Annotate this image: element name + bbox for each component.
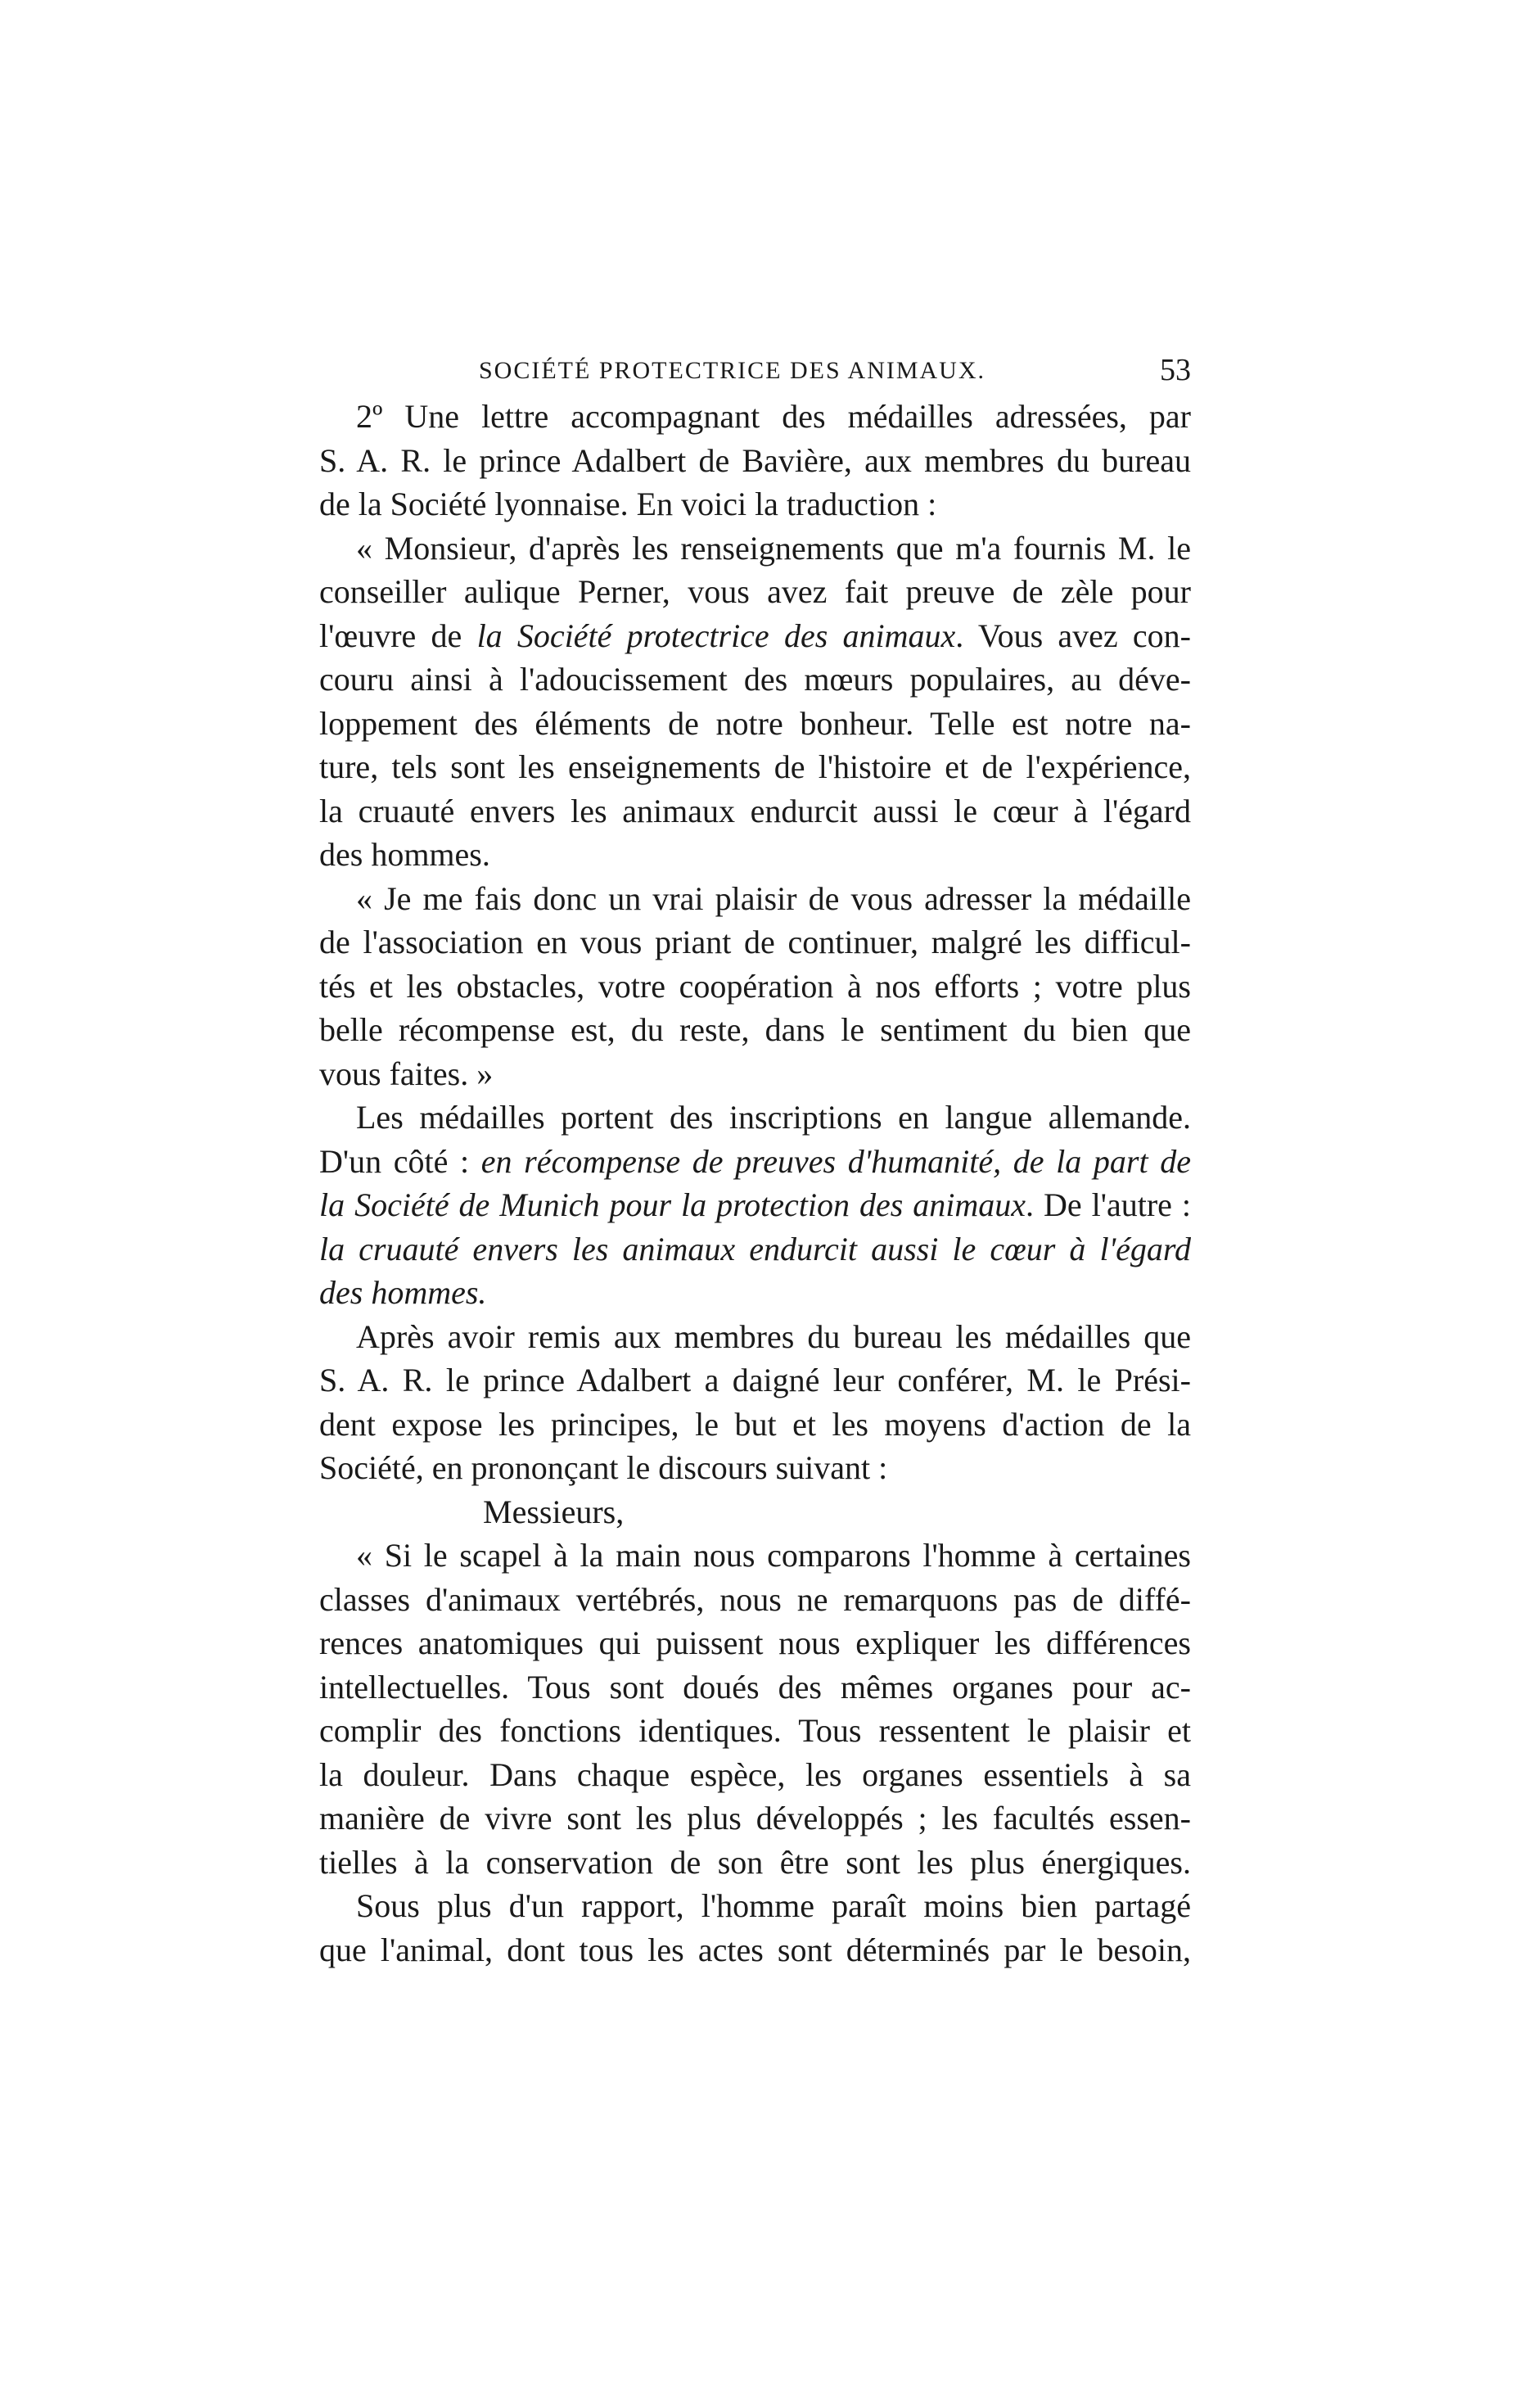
text-line: S. A. R. le prince Adalbert de Bavière, aux membres du bureau	[319, 441, 1191, 479]
text-run: . De l'autre :	[1026, 1186, 1191, 1223]
salutation: Messieurs,	[483, 1493, 625, 1530]
text-line: de la Société lyonnaise. En voici la traduction :	[319, 486, 937, 522]
text-line: la douleur. Dans chaque espèce, les organes essentiels à sa	[319, 1755, 1191, 1793]
paragraph-president	[319, 1315, 1191, 1490]
text-line: ture, tels sont les enseignements de l'histoire et de l'expérience,	[319, 748, 1191, 785]
text-line: Après avoir remis aux membres du bureau les médailles que	[356, 1317, 1191, 1355]
italic-text: en récompense de preuves d'humanité, de la part de	[480, 1142, 1191, 1180]
paragraph-letter-body	[319, 526, 1191, 877]
text-line: classes d'animaux vertébrés, nous ne remarquons pas de diffé-	[319, 1580, 1191, 1618]
text-line: des hommes.	[319, 836, 490, 873]
text-line	[319, 614, 1191, 658]
italic-text: la Société protectrice des animaux	[476, 617, 956, 654]
text-line: « Si le scapel à la main nous comparons l'homme à certaines	[356, 1537, 1191, 1574]
text-line: que l'animal, dont tous les actes sont déterminés par le besoin,	[319, 1931, 1191, 1968]
text-line: loppement des éléments de notre bonheur. Telle est notre na-	[319, 704, 1191, 742]
text-line: la cruauté envers les animaux endurcit aussi le cœur à l'égard	[319, 792, 1191, 829]
running-title: SOCIÉTÉ PROTECTRICE DES ANIMAUX.	[479, 357, 986, 384]
text-line: couru ainsi à l'adoucissement des mœurs populaires, au déve-	[319, 661, 1191, 698]
text-line: Les médailles portent des inscriptions en langue allemande.	[356, 1099, 1191, 1136]
paragraph-letter-medal	[319, 877, 1191, 1096]
text-line	[319, 1140, 1191, 1184]
text-line: intellectuelles. Tous sont doués des mêmes organes pour ac-	[319, 1668, 1191, 1705]
text-line: complir des fonctions identiques. Tous ressentent le plaisir et	[319, 1712, 1191, 1749]
paragraph-letter-intro	[319, 395, 1191, 526]
book-page	[319, 352, 1191, 1972]
text-line: manière de vivre sont les plus développés ; les facultés essen-	[319, 1800, 1191, 1836]
page-number: 53	[1160, 353, 1191, 387]
text-line: de l'association en vous priant de continuer, malgré les difficul-	[319, 924, 1191, 960]
text-line: tielles à la conservation de son être sont les plus énergiques.	[319, 1843, 1191, 1881]
text-line: conseiller aulique Perner, vous avez fait preuve de zèle pour	[319, 573, 1191, 610]
text-line: la cruauté envers les animaux endurcit aussi le cœur à l'égard	[319, 1230, 1191, 1267]
text-line	[319, 1183, 1191, 1227]
text-line: des hommes.	[319, 1274, 487, 1311]
text-line: « Monsieur, d'après les renseignements que m'a fournis M. le	[356, 529, 1191, 567]
text-run: l'œuvre de	[319, 617, 477, 654]
text-run: D'un côté :	[319, 1142, 481, 1180]
text-line: rences anatomiques qui puissent nous expliquer les différences	[319, 1624, 1191, 1661]
paragraph-inscriptions	[319, 1096, 1191, 1315]
text-line: vous faites. »	[319, 1055, 494, 1092]
text-run: . Vous avez con-	[955, 617, 1191, 654]
paragraph-comparison	[319, 1884, 1191, 1972]
text-line: tés et les obstacles, votre coopération à nos efforts ; votre plus	[319, 967, 1191, 1005]
text-line: dent expose les principes, le but et les moyens d'action de la	[319, 1405, 1191, 1443]
page-header	[319, 352, 1191, 395]
italic-text: la Société de Munich pour la protection des animaux	[319, 1186, 1026, 1223]
text-line: Société, en prononçant le discours suivant :	[319, 1449, 888, 1486]
text-line: « Je me fais donc un vrai plaisir de vous adresser la médaille	[356, 879, 1191, 917]
text-line: S. A. R. le prince Adalbert a daigné leur conférer, M. le Prési-	[319, 1362, 1191, 1398]
text-line: Sous plus d'un rapport, l'homme paraît moins bien partagé	[356, 1887, 1191, 1924]
text-line: belle récompense est, du reste, dans le sentiment du bien que	[319, 1011, 1191, 1048]
paragraph-speech	[319, 1534, 1191, 1884]
text-line: 2º Une lettre accompagnant des médailles adressées, par	[356, 398, 1191, 435]
